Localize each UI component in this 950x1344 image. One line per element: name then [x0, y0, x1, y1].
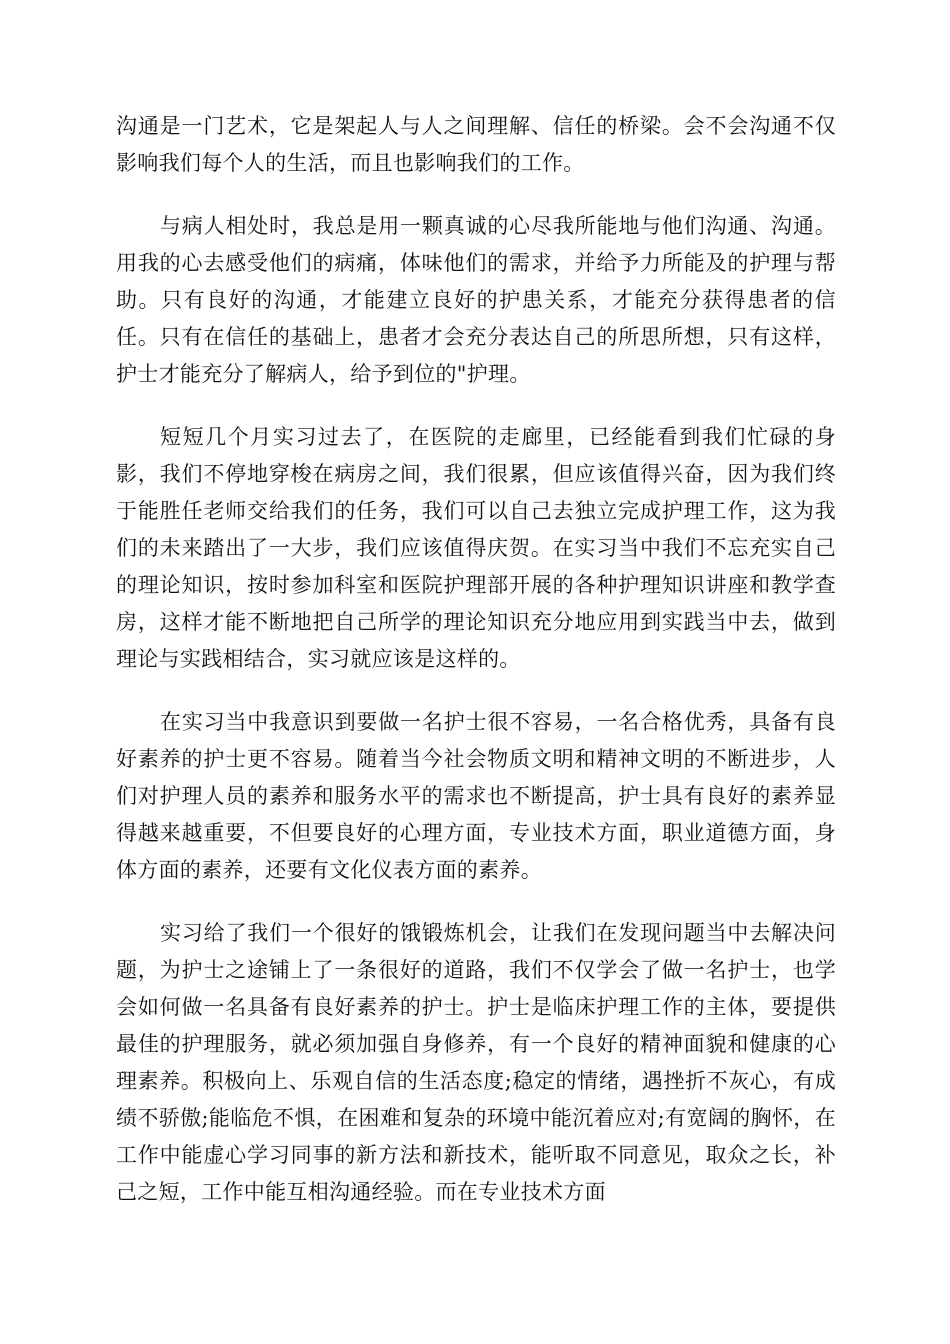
- document-body: [116, 108, 836, 1237]
- paragraph: 在实习当中我意识到要做一名护士很不容易，一名合格优秀，具备有良好素养的护士更不容易。随着当今社会物质文明和精神文明的不断进步，人们对护理人员的素养和服务水平的需求也不断提高，护士具有良好的素养显得越来越重要，不但要良好的心理方面，专业技术方面，职业道德方面，身体方面的素养，还要有文化仪表方面的素养。: [116, 710, 836, 882]
- paragraph: 与病人相处时，我总是用一颗真诚的心尽我所能地与他们沟通、沟通。用我的心去感受他们的病痛，体味他们的需求，并给予力所能及的护理与帮助。只有良好的沟通，才能建立良好的护患关系，才能充分获得患者的信任。只有在信任的基础上，患者才会充分表达自己的所思所想，只有这样，护士才能充分了解病人，给予到位的"护理。: [116, 214, 836, 386]
- paragraph: 短短几个月实习过去了，在医院的走廊里，已经能看到我们忙碌的身影，我们不停地穿梭在病房之间，我们很累，但应该值得兴奋，因为我们终于能胜任老师交给我们的任务，我们可以自己去独立完成护理工作，这为我们的未来踏出了一大步，我们应该值得庆贺。在实习当中我们不忘充实自己的理论知识，按时参加科室和医院护理部开展的各种护理知识讲座和教学查房，这样才能不断地把自己所学的理论知识充分地应用到实践当中去，做到理论与实践相结合，实习就应该是这样的。: [116, 425, 836, 671]
- paragraph: 实习给了我们一个很好的饿锻炼机会，让我们在发现问题当中去解决问题，为护士之途铺上了一条很好的道路，我们不仅学会了做一名护士，也学会如何做一名具备有良好素养的护士。护士是临床护理工作的主体，要提供最佳的护理服务，就必须加强自身修养，有一个良好的精神面貌和健康的心理素养。积极向上、乐观自信的生活态度;稳定的情绪，遇挫折不灰心，有成绩不骄傲;能临危不惧，在困难和复杂的环境中能沉着应对;有宽阔的胸怀，在工作中能虚心学习同事的新方法和新技术，能听取不同意见，取众之长，补己之短，工作中能互相沟通经验。而在专业技术方面: [116, 921, 836, 1204]
- paragraph: 沟通是一门艺术，它是架起人与人之间理解、信任的桥梁。会不会沟通不仅影响我们每个人的生活，而且也影响我们的工作。: [116, 114, 836, 175]
